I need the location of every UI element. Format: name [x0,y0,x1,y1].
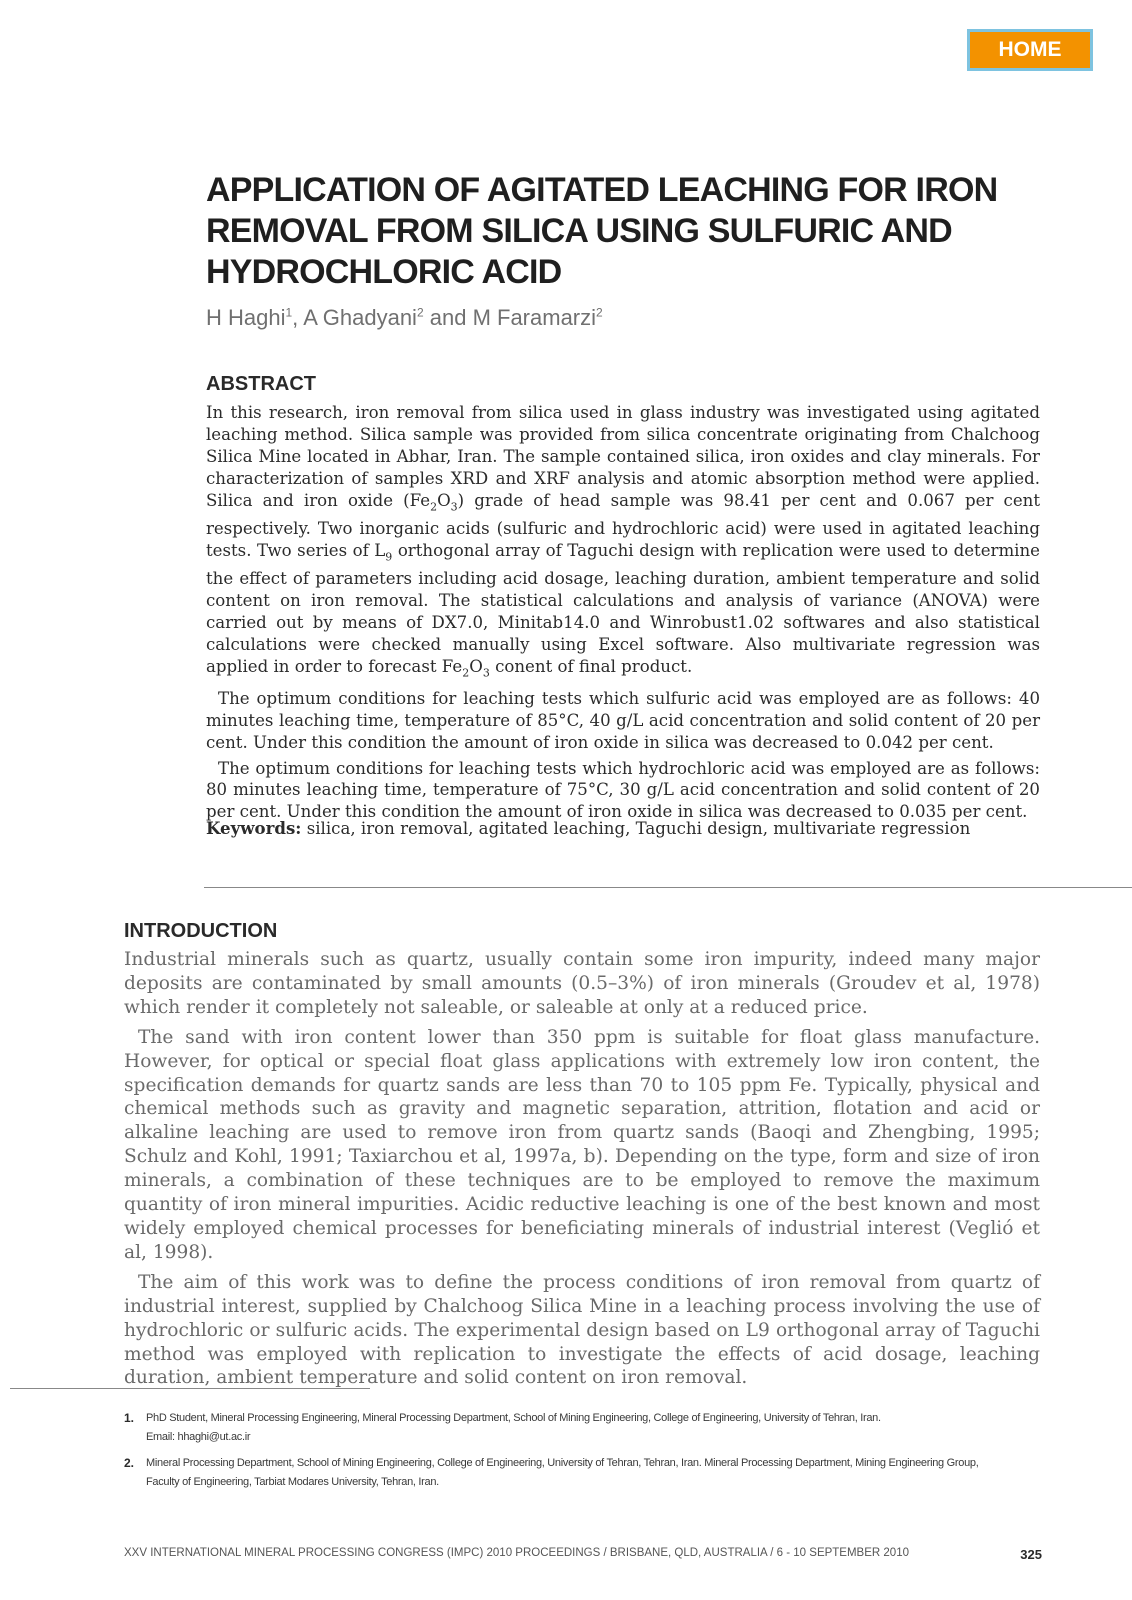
footnote-line: Mineral Processing Department, School of Mining Engineering, College of Engineering, University of Tehran, Tehran, Iran. Mineral Processing Department, Mining Engineering Group, [146,1457,979,1469]
subscript: 2 [430,499,438,513]
footnote [124,1454,1044,1492]
footnote-divider [10,1388,370,1389]
author-affiliation-mark: 2 [596,305,603,320]
author-name: M Faramarzi [472,305,597,330]
abstract-body [206,402,1040,827]
keywords-label: Keywords: [206,818,302,838]
abstract-paragraph [206,402,1040,684]
footnote [124,1409,1044,1447]
home-button[interactable]: HOME [967,29,1093,71]
author-list [206,305,603,331]
author-affiliation-mark: 2 [416,305,424,320]
author-name: H Haghi [206,305,286,330]
abstract-text: O [469,656,483,676]
subscript: 9 [385,550,393,564]
introduction-heading: INTRODUCTION [124,920,278,942]
paper-title: APPLICATION OF AGITATED LEACHING FOR IRON REMOVAL FROM SILICA USING SULFURIC AND HYDROCHLORIC ACID [206,171,998,291]
abstract-text: In this research, iron removal from silica used in glass industry was investigated using agitated leaching method. Silica sample was provided from silica concentrate originating from Chalchoog Silica Mine located in Abhar, Iran. The sample contained silica, iron oxides and clay minerals. For characterization of samples XRD and XRF analysis and atomic absorption method were applied. Silica and iron oxide (Fe [206,403,1040,510]
footnote-line: Faculty of Engineering, Tarbiat Modares University, Tehran, Iran. [146,1476,439,1488]
footnotes [124,1409,1044,1499]
footnote-number: 2. [124,1456,135,1470]
footnote-number: 1. [124,1411,135,1425]
author-name: A Ghadyani [303,305,417,330]
intro-paragraph: The aim of this work was to define the process conditions of iron removal from quartz of industrial interest, supplied by Chalchoog Silica Mine in a leaching process involving the use of hydrochloric or sulfuric acids. The experimental design based on L9 orthogonal array of Taguchi method was employed with replication to investigate the effects of acid dosage, leaching duration, ambient temperature and solid content on iron removal. [124,1271,1040,1389]
footnote-line: PhD Student, Mineral Processing Engineering, Mineral Processing Department, School of Mining Engineering, College of Engineering, University of Tehran, Iran. [146,1412,881,1424]
footer-conference-text: XXV INTERNATIONAL MINERAL PROCESSING CONGRESS (IMPC) 2010 PROCEEDINGS / BRISBANE, QLD, AUSTRALIA / 6 - 10 SEPTEMBER 2010 [124,1547,909,1559]
intro-paragraph: Industrial minerals such as quartz, usually contain some iron impurity, indeed many major deposits are contaminated by small amounts (0.5–3%) of iron minerals (Groudev et al, 1978) which render it completely not saleable, or saleable at only at a reduced price. [124,949,1040,1018]
keywords [206,818,970,838]
section-divider [204,887,1132,888]
footnote-text [146,1409,1044,1447]
abstract-text: conent of final product. [489,656,693,676]
footnote-text [146,1454,1044,1492]
author-affiliation-mark: 1 [285,305,293,320]
abstract-text: O [437,490,451,510]
abstract-text: ) grade of head sample was 98.41 per cent and 0.067 per cent respectively. Two inorganic acids (sulfuric and hydrochloric acid) were used in agitated leaching tests. Two series of L [206,490,1040,560]
abstract-heading: ABSTRACT [206,373,316,395]
keywords-list: silica, iron removal, agitated leaching, Taguchi design, multivariate regression [301,819,971,838]
subscript: 3 [482,665,490,679]
intro-paragraph: The sand with iron content lower than 350 ppm is suitable for float glass manufacture. However, for optical or special float glass applications with extremely low iron content, the specification demands for quartz sands are less than 70 to 105 ppm Fe. Typically, physical and chemical methods such as gravity and magnetic separation, attrition, flotation and acid or alkaline leaching are used to remove iron from quartz sands (Baoqi and Zhengbing, 1995; Schulz and Kohl, 1991; Taxiarchou et al, 1997a, b). Depending on the type, form and size of iron minerals, a combination of these techniques are to be employed to remove the maximum quantity of iron mineral impurities. Acidic reductive leaching is one of the best known and most widely employed chemical processes for beneficiating minerals of industrial interest (Veglió et al, 1998). [124,1026,1040,1263]
author-separator: and [423,305,473,330]
abstract-text: orthogonal array of Taguchi design with replication were used to determine the effect of parameters including acid dosage, leaching duration, ambient temperature and solid content on iron removal. The statistical calculations and analysis of variance (ANOVA) were carried out by means of DX7.0, Minitab14.0 and Winrobust1.02 softwares and also statistical calculations were checked manually using Excel software. Also multivariate regression was applied in order to forecast Fe [206,540,1041,676]
subscript: 3 [450,499,458,513]
footnote-line: Email: hhaghi@ut.ac.ir [146,1431,251,1443]
page-number: 325 [1020,1547,1042,1562]
abstract-paragraph: The optimum conditions for leaching tests which sulfuric acid was employed are as follows: 40 minutes leaching time, temperature of 85°C, 40 g/L acid concentration and solid content of 20 per cent. Under this condition the amount of iron oxide in silica was decreased to 0.042 per cent. [206,688,1040,752]
abstract-paragraph: The optimum conditions for leaching tests which hydrochloric acid was employed are as follows: 80 minutes leaching time, temperature of 75°C, 30 g/L acid concentration and solid content of 20 per cent. Under this condition the amount of iron oxide in silica was decreased to 0.035 per cent. [206,758,1040,822]
introduction-body [124,948,1040,1396]
page-footer [124,1547,1042,1562]
subscript: 2 [462,665,470,679]
author-separator: , [292,305,304,330]
